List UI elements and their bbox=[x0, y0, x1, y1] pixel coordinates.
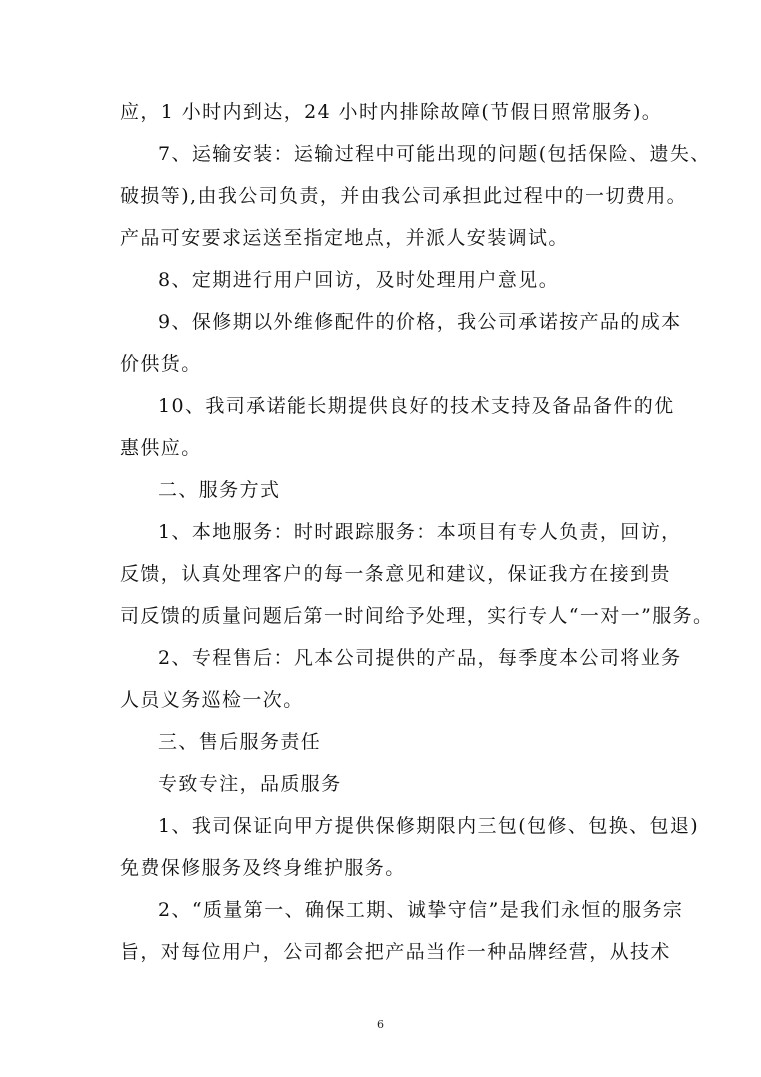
text-line: 1、我司保证向甲方提供保修期限内三包(包修、包换、包退) bbox=[158, 815, 700, 837]
text-line: 2、“质量第一、确保工期、诚挚守信”是我们永恒的服务宗 bbox=[158, 899, 684, 921]
text-line: 7、运输安装：运输过程中可能出现的问题(包括保险、遗失、 bbox=[158, 143, 711, 165]
text-line: 专致专注，品质服务 bbox=[158, 773, 342, 795]
text-line: 惠供应。 bbox=[120, 437, 202, 459]
page-number: 6 bbox=[377, 1018, 384, 1031]
text-line: 旨，对每位用户，公司都会把产品当作一种品牌经营，从技术 bbox=[120, 941, 671, 963]
text-line: 10、我司承诺能长期提供良好的技术支持及备品备件的优 bbox=[158, 395, 675, 417]
text-line: 1、本地服务：时时跟踪服务：本项目有专人负责，回访， bbox=[158, 521, 682, 543]
text-line: 反馈，认真处理客户的每一条意见和建议，保证我方在接到贵 bbox=[120, 563, 671, 585]
section-heading: 二、服务方式 bbox=[158, 479, 281, 501]
text-line: 2、专程售后：凡本公司提供的产品，每季度本公司将业务 bbox=[158, 647, 682, 669]
text-line: 司反馈的质量问题后第一时间给予处理，实行专人“一对一”服务。 bbox=[120, 605, 714, 627]
text-line: 9、保修期以外维修配件的价格，我公司承诺按产品的成本 bbox=[158, 311, 682, 333]
text-line: 应，1 小时内到达，24 小时内排除故障(节假日照常服务)。 bbox=[120, 101, 663, 123]
text-line: 人员义务巡检一次。 bbox=[120, 689, 304, 711]
text-line: 产品可安要求运送至指定地点，并派人安装调试。 bbox=[120, 227, 569, 249]
text-line: 破损等),由我公司负责，并由我公司承担此过程中的一切费用。 bbox=[120, 185, 688, 207]
section-heading: 三、售后服务责任 bbox=[158, 731, 322, 753]
text-line: 价供货。 bbox=[120, 353, 202, 375]
text-line: 免费保修服务及终身维护服务。 bbox=[120, 857, 406, 879]
text-line: 8、定期进行用户回访，及时处理用户意见。 bbox=[158, 269, 560, 291]
